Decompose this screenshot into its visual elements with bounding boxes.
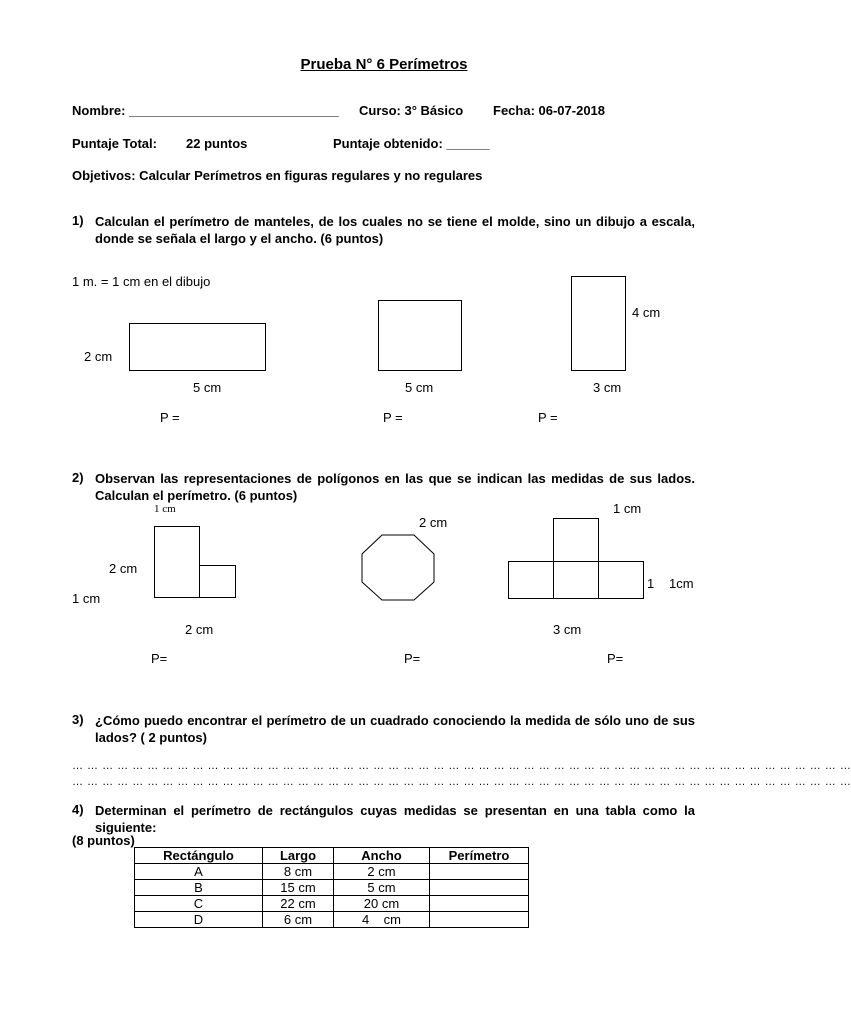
q1-fig1-width: 5 cm bbox=[193, 380, 222, 395]
q3-text: ¿Cómo puedo encontrar el perímetro de un cuadrado conociendo la medida de sólo uno de sus lados? ( 2 puntos) bbox=[95, 713, 695, 745]
cell-rect: B bbox=[135, 880, 263, 896]
q2-p2-label: P= bbox=[404, 651, 421, 666]
q4-points: (8 puntos) bbox=[72, 833, 135, 848]
q2-text: Observan las representaciones de polígonos en las que se indican las medidas de sus lados. Calculan el perímetro. (6 puntos) bbox=[95, 471, 695, 503]
cell-largo: 15 cm bbox=[263, 880, 334, 896]
q2-fig1-top: 1 cm bbox=[154, 503, 176, 515]
q3-answer-line-1: … … … … … … … … … … … … … … … … … … … … … … … … … … … … … … … … … … … … … … … … … … … … … … … … … … … … bbox=[72, 760, 851, 772]
q1-p3-label: P = bbox=[538, 410, 558, 425]
perimeter-table bbox=[134, 847, 529, 928]
q3-answer-line-2: … … … … … … … … … … … … … … … … … … … … … … … … … … … … … … … … … … … … … … … … … … … … … … … … … … … … bbox=[72, 776, 851, 788]
q1-p2-label: P = bbox=[383, 410, 403, 425]
cell-perimetro[interactable] bbox=[430, 880, 529, 896]
q2-fig3-right-b: 1cm bbox=[669, 576, 694, 591]
q1-fig3-height: 4 cm bbox=[632, 305, 661, 320]
table-row bbox=[135, 864, 529, 880]
q2-fig1-height: 2 cm bbox=[109, 561, 138, 576]
q2-fig2-side: 2 cm bbox=[419, 515, 448, 530]
q2-octagon bbox=[356, 530, 440, 604]
cell-perimetro[interactable] bbox=[430, 864, 529, 880]
col-ancho: Ancho bbox=[334, 848, 430, 864]
cell-rect: D bbox=[135, 912, 263, 928]
q2-l-shape bbox=[150, 520, 242, 602]
q1-rectangle-1 bbox=[129, 323, 266, 371]
q2-p1-label: P= bbox=[151, 651, 168, 666]
col-largo: Largo bbox=[263, 848, 334, 864]
curso-label: Curso: 3° Básico bbox=[359, 103, 464, 118]
cell-rect: C bbox=[135, 896, 263, 912]
cell-largo: 22 cm bbox=[263, 896, 334, 912]
q1-scale: 1 m. = 1 cm en el dibujo bbox=[72, 274, 211, 289]
q2-square-grid bbox=[505, 515, 647, 603]
q1-text: Calculan el perímetro de manteles, de los cuales no se tiene el molde, sino un dibujo a escala, donde se señala el largo y el ancho. (6 puntos) bbox=[95, 214, 695, 246]
q2-p3-label: P= bbox=[607, 651, 624, 666]
cell-rect: A bbox=[135, 864, 263, 880]
q1-fig2-width: 5 cm bbox=[405, 380, 434, 395]
puntaje-total-label: Puntaje Total: bbox=[72, 136, 157, 151]
table-row bbox=[135, 896, 529, 912]
col-perimetro: Perímetro bbox=[430, 848, 529, 864]
table-row bbox=[135, 880, 529, 896]
cell-ancho: 5 cm bbox=[334, 880, 430, 896]
puntaje-total-value: 22 puntos bbox=[186, 136, 248, 151]
q1-number: 1) bbox=[72, 213, 84, 228]
objetivos-text: Objetivos: Calcular Perímetros en figuras regulares y no regulares bbox=[72, 168, 483, 183]
q2-fig1-side: 1 cm bbox=[72, 591, 101, 606]
puntaje-obtenido-field: Puntaje obtenido: ______ bbox=[333, 136, 490, 151]
q1-rectangle-2 bbox=[378, 300, 462, 371]
cell-ancho: 20 cm bbox=[334, 896, 430, 912]
q1-rectangle-3 bbox=[571, 276, 626, 371]
cell-perimetro[interactable] bbox=[430, 912, 529, 928]
q4-number: 4) bbox=[72, 802, 84, 817]
nombre-field: Nombre: _____________________________ bbox=[72, 103, 339, 118]
q1-fig3-width: 3 cm bbox=[593, 380, 622, 395]
q2-fig3-right-a: 1 bbox=[647, 576, 655, 591]
table-header-row bbox=[135, 848, 529, 864]
q1-p1-label: P = bbox=[160, 410, 180, 425]
q2-fig3-width: 3 cm bbox=[553, 622, 582, 637]
cell-perimetro[interactable] bbox=[430, 896, 529, 912]
table-row bbox=[135, 912, 529, 928]
page-title: Prueba N° 6 Perímetros bbox=[300, 56, 468, 73]
col-rectangulo: Rectángulo bbox=[135, 848, 263, 864]
cell-ancho: 2 cm bbox=[334, 864, 430, 880]
cell-largo: 8 cm bbox=[263, 864, 334, 880]
q3-number: 3) bbox=[72, 712, 84, 727]
cell-largo: 6 cm bbox=[263, 912, 334, 928]
q2-number: 2) bbox=[72, 470, 84, 485]
q4-text: Determinan el perímetro de rectángulos cuyas medidas se presentan en una tabla como la siguiente: bbox=[95, 803, 695, 835]
q2-fig3-top: 1 cm bbox=[613, 501, 642, 516]
q1-fig1-height: 2 cm bbox=[84, 349, 113, 364]
fecha-label: Fecha: 06-07-2018 bbox=[493, 103, 606, 118]
q2-fig1-width: 2 cm bbox=[185, 622, 214, 637]
cell-ancho: 4 cm bbox=[334, 912, 430, 928]
